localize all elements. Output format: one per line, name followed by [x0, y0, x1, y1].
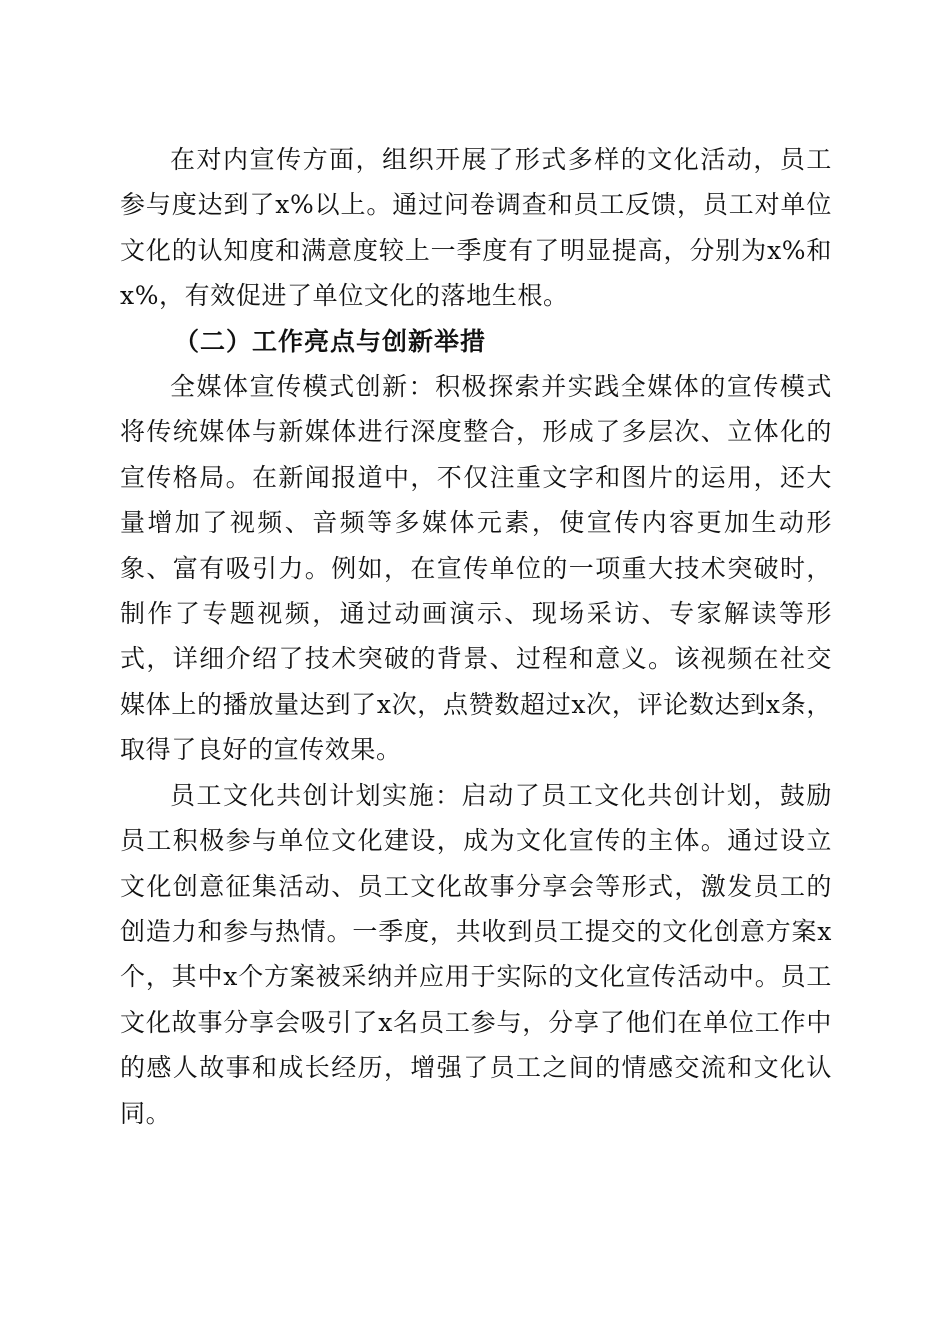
paragraph-employee-co-creation: 员工文化共创计划实施：启动了员工文化共创计划，鼓励员工积极参与单位文化建设，成为文化宣传的主体。通过设立文化创意征集活动、员工文化故事分享会等形式，激发员工的创造力和参与热情。一季度，共收到员工提交的文化创意方案x个，其中x个方案被采纳并应用于实际的文化宣传活动中。员工文化故事分享会吸引了x名员工参与，分享了他们在单位工作中的感人故事和成长经历，增强了员工之间的情感交流和文化认同。 [120, 780, 832, 1128]
section-heading: （二）工作亮点与创新举措 [174, 326, 487, 356]
paragraph-internal-publicity: 在对内宣传方面，组织开展了形式多样的文化活动，员工参与度达到了x%以上。通过问卷调查和员工反馈，员工对单位文化的认知度和满意度较上一季度有了明显提高，分别为x%和x%，有效促进了单位文化的落地生根。 [120, 145, 832, 311]
document-body [120, 137, 832, 1136]
paragraph-all-media-innovation: 全媒体宣传模式创新：积极探索并实践全媒体的宣传模式将传统媒体与新媒体进行深度整合，形成了多层次、立体化的宣传格局。在新闻报道中，不仅注重文字和图片的运用，还大量增加了视频、音频等多媒体元素，使宣传内容更加生动形象、富有吸引力。例如，在宣传单位的一项重大技术突破时，制作了专题视频，通过动画演示、现场采访、专家解读等形式，详细介绍了技术突破的背景、过程和意义。该视频在社交媒体上的播放量达到了x次，点赞数超过x次，评论数达到x条，取得了良好的宣传效果。 [120, 372, 832, 765]
